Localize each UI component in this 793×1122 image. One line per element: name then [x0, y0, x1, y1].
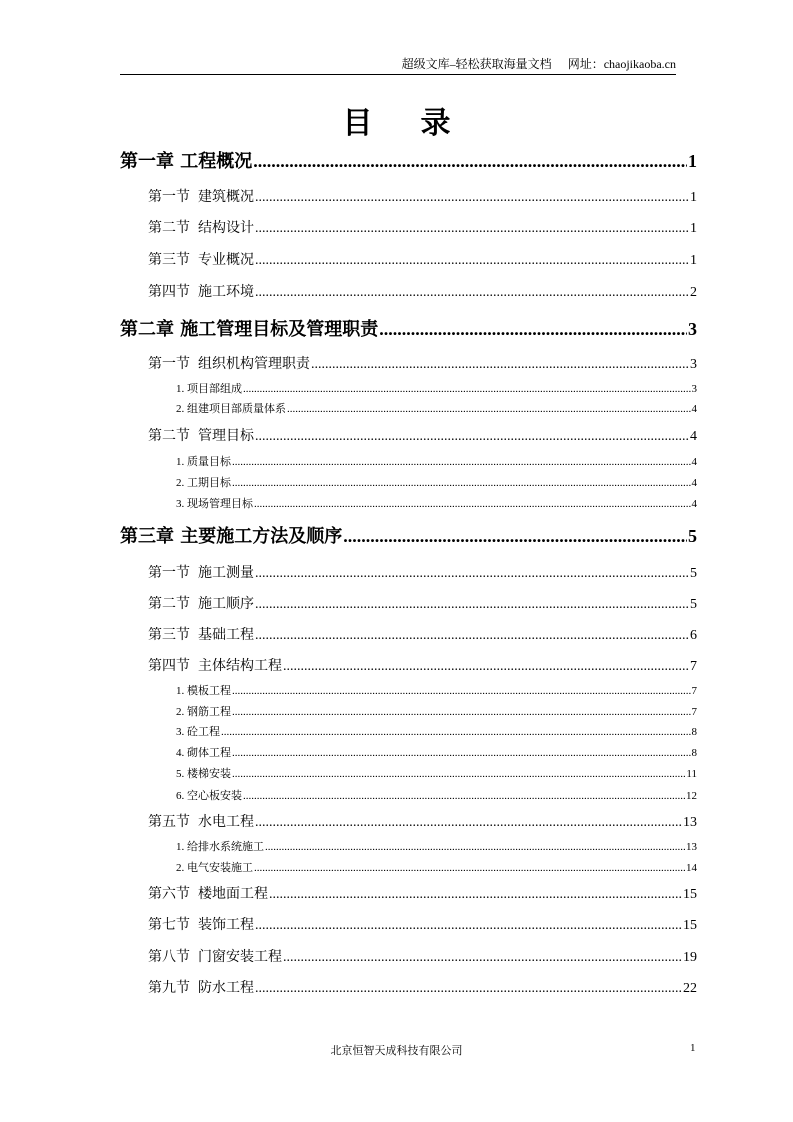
toc-entry-label — [148, 811, 254, 831]
toc-page-number: 4 — [690, 429, 697, 444]
dot-leader — [232, 456, 691, 468]
dot-leader — [255, 429, 689, 445]
toc-entry-subsection[interactable] — [176, 859, 697, 875]
toc-entry-label: 第三章 主要施工方法及顺序 — [120, 526, 343, 547]
dot-leader — [265, 841, 685, 853]
footer-company: 北京恒智天成科技有限公司 — [330, 1045, 463, 1057]
toc-section-number: 第三节 — [148, 628, 190, 643]
toc-entry-label — [148, 883, 268, 903]
toc-page-number: 13 — [683, 815, 697, 830]
toc-entry-label: 1. 质量目标 — [176, 456, 231, 468]
toc-entry-label: 第二章 施工管理目标及管理职责 — [120, 319, 379, 340]
toc-page-number: 6 — [690, 628, 697, 643]
dot-leader — [232, 768, 685, 780]
toc-page-number: 5 — [690, 566, 697, 581]
toc-section-number: 第一节 — [148, 566, 190, 581]
toc-page-number: 14 — [686, 862, 697, 874]
toc-section-number: 第七节 — [148, 918, 190, 933]
page-header — [120, 56, 676, 75]
dot-leader — [221, 726, 691, 738]
toc-entry-section[interactable] — [148, 624, 697, 644]
footer-page-number: 1 — [690, 1042, 696, 1054]
dot-leader — [232, 747, 691, 759]
toc-entry-subsection[interactable] — [176, 703, 697, 719]
dot-leader — [254, 862, 685, 874]
toc-entry-section[interactable] — [148, 249, 697, 269]
toc-section-title: 防水工程 — [198, 981, 254, 996]
toc-section-title: 专业概况 — [198, 253, 254, 268]
toc-page-number: 2 — [690, 285, 697, 300]
toc-page-number: 1 — [690, 221, 697, 236]
toc-entry-label — [148, 186, 254, 206]
toc-entry-chapter[interactable] — [120, 315, 697, 341]
toc-page-number: 15 — [683, 887, 697, 902]
toc-section-number: 第一节 — [148, 190, 190, 205]
toc-entry-label — [148, 977, 254, 997]
toc-entry-label — [148, 655, 282, 675]
toc-entry-subsection[interactable] — [176, 495, 697, 511]
toc-section-number: 第二节 — [148, 597, 190, 612]
toc-page-number: 19 — [683, 950, 697, 965]
dot-leader — [255, 221, 689, 237]
toc-page-number: 4 — [691, 477, 697, 489]
toc-section-title: 水电工程 — [198, 815, 254, 830]
toc-page-number: 7 — [690, 659, 697, 674]
toc-page-number: 3 — [691, 383, 697, 395]
toc-entry-label — [148, 425, 254, 445]
dot-leader — [232, 477, 691, 489]
toc-section-title: 主体结构工程 — [198, 659, 282, 674]
toc-entry-section[interactable] — [148, 562, 697, 582]
toc-entry-label — [148, 946, 282, 966]
dot-leader — [379, 319, 687, 340]
toc-entry-label — [148, 353, 310, 373]
toc-entry-section[interactable] — [148, 593, 697, 613]
dot-leader — [243, 383, 691, 395]
dot-leader — [255, 628, 689, 644]
dot-leader — [283, 659, 689, 675]
dot-leader — [311, 357, 689, 373]
dot-leader — [232, 685, 691, 697]
toc-entry-subsection[interactable] — [176, 474, 697, 490]
dot-leader — [255, 253, 689, 269]
toc-page-number: 8 — [691, 747, 697, 759]
toc-section-number: 第四节 — [148, 659, 190, 674]
toc-entry-label: 第一章 工程概况 — [120, 151, 253, 172]
dot-leader — [283, 950, 682, 966]
toc-section-title: 装饰工程 — [198, 918, 254, 933]
toc-page-number: 12 — [686, 790, 697, 802]
toc-entry-label — [148, 217, 254, 237]
toc-section-number: 第八节 — [148, 950, 190, 965]
dot-leader — [255, 285, 689, 301]
toc-page-number: 4 — [691, 498, 697, 510]
toc-page-number: 5 — [688, 526, 697, 546]
toc-page-number: 7 — [691, 685, 697, 697]
toc-page-number: 5 — [690, 597, 697, 612]
toc-entry-subsection[interactable] — [176, 838, 697, 854]
toc-entry-section[interactable] — [148, 946, 697, 966]
toc-page-number: 11 — [686, 768, 697, 780]
toc-entry-label — [148, 624, 254, 644]
toc-section-title: 施工测量 — [198, 566, 254, 581]
dot-leader — [253, 151, 687, 172]
toc-section-number: 第三节 — [148, 253, 190, 268]
toc-entry-label: 3. 现场管理目标 — [176, 498, 253, 510]
dot-leader — [287, 403, 691, 415]
toc-page-number: 13 — [686, 841, 697, 853]
dot-leader — [255, 981, 682, 997]
toc-entry-subsection[interactable] — [176, 744, 697, 760]
toc-entry-section[interactable] — [148, 425, 697, 445]
dot-leader — [254, 498, 691, 510]
dot-leader — [343, 526, 687, 547]
toc-section-title: 结构设计 — [198, 221, 254, 236]
toc-entry-label — [148, 914, 254, 934]
dot-leader — [255, 815, 682, 831]
toc-entry-subsection[interactable] — [176, 787, 697, 803]
toc-entry-label — [148, 249, 254, 269]
toc-page-number: 4 — [691, 456, 697, 468]
toc-entry-label: 3. 砼工程 — [176, 726, 220, 738]
header-site-name: 超级文库–轻松获取海量文档 — [401, 57, 552, 71]
dot-leader — [255, 566, 689, 582]
toc-section-number: 第二节 — [148, 429, 190, 444]
toc-entry-label: 6. 空心板安装 — [176, 790, 242, 802]
dot-leader — [255, 918, 682, 934]
toc-entry-section[interactable] — [148, 811, 697, 831]
toc-entry-chapter[interactable] — [120, 522, 697, 548]
toc-entry-label — [148, 281, 254, 301]
toc-entry-label: 1. 给排水系统施工 — [176, 841, 264, 853]
toc-entry-label: 2. 电气安装施工 — [176, 862, 253, 874]
toc-section-title: 门窗安装工程 — [198, 950, 282, 965]
toc-entry-label: 4. 砌体工程 — [176, 747, 231, 759]
toc-section-number: 第九节 — [148, 981, 190, 996]
toc-section-title: 建筑概况 — [198, 190, 254, 205]
toc-entry-section[interactable] — [148, 186, 697, 206]
toc-section-title: 基础工程 — [198, 628, 254, 643]
toc-page-number: 15 — [683, 918, 697, 933]
toc-title-char: 录 — [420, 106, 451, 141]
toc-section-number: 第一节 — [148, 357, 190, 372]
dot-leader — [232, 706, 691, 718]
toc-section-number: 第四节 — [148, 285, 190, 300]
toc-entry-label: 2. 工期目标 — [176, 477, 231, 489]
toc-section-title: 楼地面工程 — [198, 887, 268, 902]
toc-entry-label: 2. 钢筋工程 — [176, 706, 231, 718]
toc-entry-label: 1. 项目部组成 — [176, 383, 242, 395]
toc-page-number: 7 — [691, 706, 697, 718]
dot-leader — [255, 190, 689, 206]
toc-title-char: 目 — [342, 106, 373, 141]
toc-entry-section[interactable] — [148, 281, 697, 301]
toc-page-number: 1 — [690, 190, 697, 205]
toc-page-number: 3 — [688, 319, 697, 339]
toc-entry-label: 1. 模板工程 — [176, 685, 231, 697]
toc-section-number: 第五节 — [148, 815, 190, 830]
toc-entry-label: 5. 楼梯安装 — [176, 768, 231, 780]
toc-section-title: 施工顺序 — [198, 597, 254, 612]
toc-section-title: 管理目标 — [198, 429, 254, 444]
toc-entry-subsection[interactable] — [176, 453, 697, 469]
toc-section-number: 第二节 — [148, 221, 190, 236]
dot-leader — [255, 597, 689, 613]
toc-entry-label: 2. 组建项目部质量体系 — [176, 403, 286, 415]
toc-section-title: 施工环境 — [198, 285, 254, 300]
toc-section-title: 组织机构管理职责 — [198, 357, 310, 372]
toc-page-number: 1 — [690, 253, 697, 268]
toc-entry-section[interactable] — [148, 977, 697, 997]
toc-entry-label — [148, 562, 254, 582]
toc-entry-subsection[interactable] — [176, 380, 697, 396]
toc-page-number: 8 — [691, 726, 697, 738]
toc-entry-section[interactable] — [148, 883, 697, 903]
toc-entry-section[interactable] — [148, 914, 697, 934]
toc-page-number: 4 — [691, 403, 697, 415]
toc-page-number: 3 — [690, 357, 697, 372]
dot-leader — [269, 887, 682, 903]
header-site-url: 网址：chaojikaoba.cn — [567, 57, 676, 71]
toc-page-number: 1 — [688, 151, 697, 171]
toc-entry-section[interactable] — [148, 353, 697, 373]
toc-entry-chapter[interactable] — [120, 147, 697, 173]
dot-leader — [243, 790, 685, 802]
toc-entry-subsection[interactable] — [176, 682, 697, 698]
toc-page-number: 22 — [683, 981, 697, 996]
toc-entry-section[interactable] — [148, 655, 697, 675]
toc-entry-section[interactable] — [148, 217, 697, 237]
toc-section-number: 第六节 — [148, 887, 190, 902]
toc-entry-subsection[interactable] — [176, 765, 697, 781]
toc-entry-subsection[interactable] — [176, 723, 697, 739]
toc-entry-label — [148, 593, 254, 613]
toc-entry-subsection[interactable] — [176, 400, 697, 416]
toc-title — [0, 98, 793, 142]
